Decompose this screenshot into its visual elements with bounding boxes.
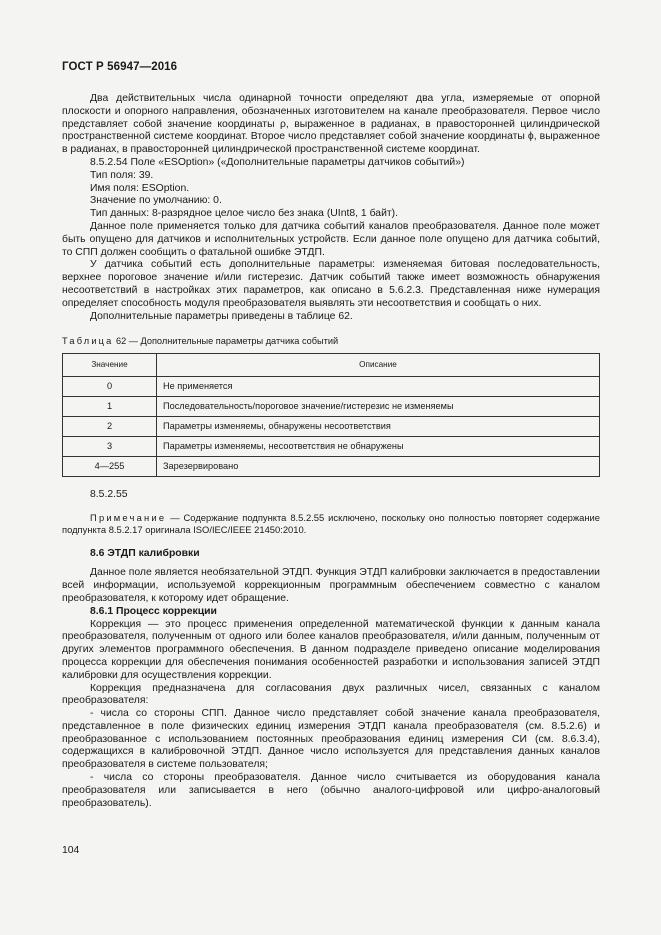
cell-value: 3: [63, 437, 157, 457]
table-row: [63, 397, 600, 417]
page-body: [62, 93, 600, 810]
column-header-value: Значение: [63, 354, 157, 377]
field-default: Значение по умолчанию: 0.: [90, 195, 222, 207]
note: [62, 512, 600, 537]
table-caption-text: 62 — Дополнительные параметры датчика событий: [116, 336, 339, 347]
table-62: [62, 353, 600, 477]
cell-description: Последовательность/пороговое значение/гистерезис не изменяемы: [157, 397, 600, 417]
column-header-description: Описание: [157, 354, 600, 377]
table-row: [63, 457, 600, 477]
field-type: Тип поля: 39.: [90, 169, 154, 181]
section-8-6-heading: 8.6 ЭТДП калибровки: [90, 547, 200, 559]
table-row: [63, 417, 600, 437]
cell-description: Параметры изменяемы, обнаружены несоответствия: [157, 417, 600, 437]
section-8-6-1-heading: 8.6.1 Процесс коррекции: [90, 605, 217, 617]
cell-description: Зарезервировано: [157, 457, 600, 477]
table-header-row: [63, 354, 600, 377]
note-text: — Содержание подпункта 8.5.2.55 исключено, поскольку оно полностью повторяет содержание подпункта 8.5.2.17 оригинала ISO/IEC/IEEE 21450:2010.: [62, 511, 600, 536]
note-label: Примечание: [90, 511, 167, 523]
paragraph-calibration-teds: Данное поле является необязательной ЭТДП. Функция ЭТДП калибровки заключается в предоставлении всей информации, используемой коррекционным программным обеспечением совместно с каналом преобразователя, к которому идет обращение.: [62, 567, 600, 604]
cell-description: Не применяется: [157, 377, 600, 397]
paragraph-parameters: У датчика событий есть дополнительные параметры: изменяемая битовая последовательность, верхнее пороговое значение и/или гистерезис. Датчик событий также имеет возможность обнаружения несоответствий в настройках этих параметров, как описано в 5.6.2.3. Представленная ниже нумерация определяет способность модуля преобразователя выявлять эти несоответствия и сообщать о них.: [62, 259, 600, 309]
cell-value: 0: [63, 377, 157, 397]
paragraph-correction-definition: Коррекция — это процесс применения определенной математической функции к данным канала преобразователя, полученным от одного или более каналов преобразователя, и/или данным, полученным от других элементов программного обеспечения. В данном подразделе приведено описание моделирования процесса коррекции для обеспечения понимания особенностей разработки и использования записей ЭТДП калибровки для осуществления коррекции.: [62, 618, 600, 681]
page-number: 104: [62, 845, 80, 856]
cell-description: Параметры изменяемы, несоответствия не обнаружены: [157, 437, 600, 457]
paragraph-usage: Данное поле применяется только для датчика событий каналов преобразователя. Данное поле может быть опущено для датчиков и исполнительных устройств. Если данное поле опущено для датчика событий, то СПП должен сообщить о фатальной ошибке ЭТДП.: [62, 220, 600, 258]
paragraph-table-ref: Дополнительные параметры приведены в таблице 62.: [90, 310, 353, 322]
bullet-ncap-number: - числа со стороны СПП. Данное число представляет собой значение канала преобразователя, представленное в поле физических единиц измерения ЭТДП канала преобразователя (см. 8.5.2.6) и преобразованное с использованием постоянных преобразования единиц измерения СИ (см. 8.6.3.4), содержащихся в калибровочной ЭТДП. Данное число используется для представления данных каналов преобразователя в системе пользователя;: [62, 708, 600, 771]
cell-value: 4—255: [63, 457, 157, 477]
field-datatype: Тип данных: 8-разрядное целое число без знака (UInt8, 1 байт).: [90, 208, 398, 220]
table-row: [63, 437, 600, 457]
paragraph-coordinates: Два действительных числа одинарной точности определяют два угла, измеряемые от опорной плоскости и опорного направления, обозначенных изготовителем на канале преобразователя. Первое число представляет собой значение координаты ρ, выраженное в радианах, в правосторонней цилиндрической пространственной системе координат. Второе число представляет собой значение координаты ϕ, выраженное в радианах, в правосторонней цилиндрической пространственной системе координат.: [62, 93, 600, 156]
section-8-5-2-55-heading: 8.5.2.55: [90, 489, 128, 501]
cell-value: 1: [63, 397, 157, 417]
cell-value: 2: [63, 417, 157, 437]
section-8-5-2-54-heading: 8.5.2.54 Поле «ESOption» («Дополнительные параметры датчиков событий»): [90, 156, 465, 168]
bullet-transducer-number: - числа со стороны преобразователя. Данное число считывается из оборудования канала преобразователя или записывается в него (обычно аналого-цифровой или цифро-аналоговый преобразователь).: [62, 772, 600, 809]
table-caption-label: Таблица: [62, 336, 114, 347]
table-caption: [62, 335, 600, 348]
standard-header: ГОСТ Р 56947—2016: [62, 61, 178, 73]
paragraph-correction-purpose: Коррекция предназначена для согласования двух различных чисел, связанных с каналом преобразователя:: [62, 682, 600, 707]
table-row: [63, 377, 600, 397]
field-name: Имя поля: ESOption.: [90, 182, 190, 194]
